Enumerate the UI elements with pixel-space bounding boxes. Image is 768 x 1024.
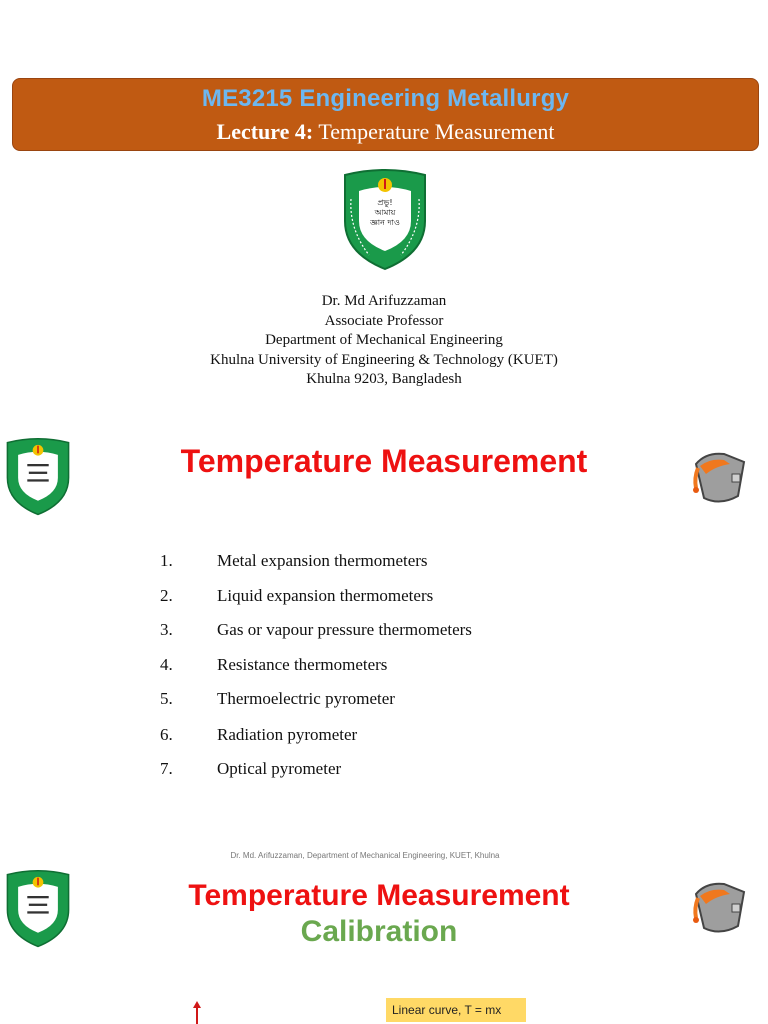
author-name: Dr. Md Arifuzzaman: [321, 293, 447, 309]
item-number: 6.: [160, 725, 173, 744]
logo-motto-line-1: প্রভু!: [377, 198, 393, 207]
item-text: Liquid expansion thermometers: [217, 586, 434, 605]
lecture-label: Lecture 4:: [216, 119, 314, 144]
lecture-title: Temperature Measurement: [318, 119, 555, 144]
item-text: Gas or vapour pressure thermometers: [217, 620, 472, 639]
slide1-title: Temperature Measurement: [180, 443, 588, 479]
formula-callout: Linear curve, T = mx: [386, 998, 526, 1022]
item-text: Radiation pyrometer: [217, 725, 358, 744]
axis-arrow: [193, 1001, 201, 1024]
slide-footer: Dr. Md. Arifuzzaman, Department of Mechanical Engineering, KUET, Khulna: [230, 851, 500, 860]
item-number: 7.: [160, 759, 173, 778]
item-text: Metal expansion thermometers: [217, 551, 428, 570]
item-text: Resistance thermometers: [217, 655, 388, 674]
author-position: Associate Professor: [324, 312, 444, 329]
logo-motto-line-3: জ্ঞান দাও: [370, 218, 400, 227]
item-number: 2.: [160, 586, 173, 605]
title-banner: [12, 78, 759, 151]
item-number: 4.: [160, 655, 173, 674]
kuet-logo: [341, 169, 429, 271]
author-address: Khulna 9203, Bangladesh: [306, 371, 462, 387]
logo-motto-line-2: আমায়: [374, 208, 396, 217]
item-number: 5.: [160, 689, 173, 708]
item-number: 1.: [160, 551, 173, 570]
slide2-title: Temperature Measurement: [188, 879, 570, 912]
author-university: Khulna University of Engineering & Technology (KUET): [210, 351, 558, 368]
item-text: Optical pyrometer: [217, 759, 342, 778]
author-info: [0, 292, 768, 390]
ladle-icon: [686, 874, 752, 940]
item-number: 3.: [160, 620, 173, 639]
calibration-subtitle: Calibration: [300, 915, 458, 948]
author-department: Department of Mechanical Engineering: [265, 332, 503, 348]
ladle-icon: [686, 444, 752, 510]
lecture-subtitle: [13, 119, 758, 145]
course-title: ME3215 Engineering Metallurgy: [201, 85, 570, 112]
item-text: Thermoelectric pyrometer: [217, 689, 395, 708]
